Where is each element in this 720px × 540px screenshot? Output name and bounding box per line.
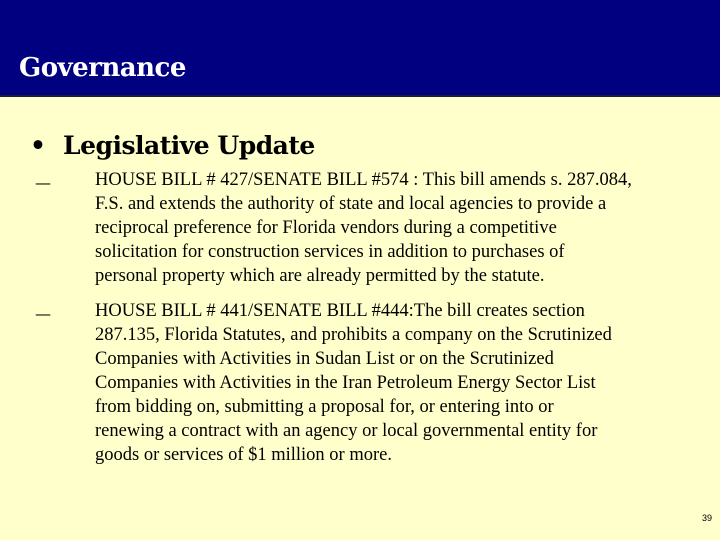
text-line: personal property which are already permitted by the statute. <box>95 266 545 286</box>
text-line: Companies with Activities in the Iran Petroleum Energy Sector List <box>95 373 596 393</box>
text-line: goods or services of $1 million or more. <box>95 445 392 465</box>
text-line: from bidding on, submitting a proposal for, or entering into or <box>95 397 554 417</box>
text-line: 287.135, Florida Statutes, and prohibits a company on the Scrutinized <box>95 325 612 345</box>
dash-icon: — <box>35 304 51 323</box>
slide-header <box>0 0 720 97</box>
text-line: HOUSE BILL # 441/SENATE BILL #444:The bill creates section <box>95 301 585 321</box>
dash-icon: — <box>35 173 51 192</box>
bullet-text: Legislative Update <box>63 131 315 160</box>
text-line: Companies with Activities in Sudan List or on the Scrutinized <box>95 349 554 369</box>
text-line: renewing a contract with an agency or local governmental entity for <box>95 421 598 441</box>
text-line: HOUSE BILL # 427/SENATE BILL #574 : This bill amends s. 287.084, <box>95 170 632 190</box>
text-line: solicitation for construction services in addition to purchases of <box>95 242 565 262</box>
text-line: reciprocal preference for Florida vendors during a competitive <box>95 218 557 238</box>
bullet-dot-icon: • <box>30 131 46 160</box>
text-line: F.S. and extends the authority of state and local agencies to provide a <box>95 194 607 214</box>
slide-title: Governance <box>19 53 186 83</box>
page-number: 39 <box>701 513 712 523</box>
